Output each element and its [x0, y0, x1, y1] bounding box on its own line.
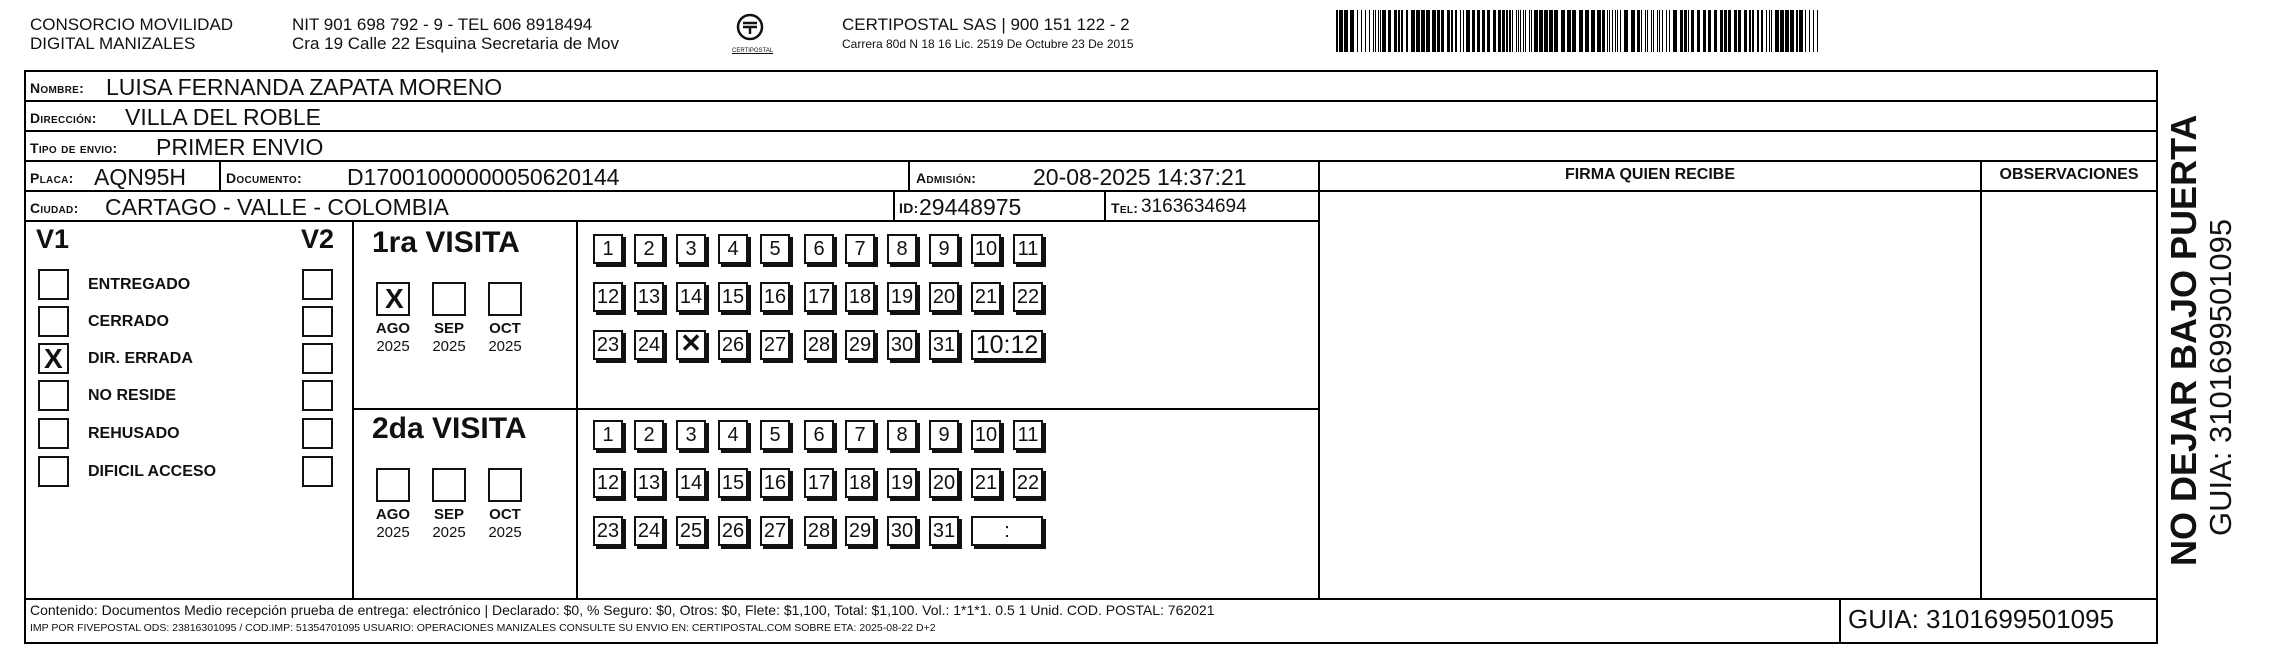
visit1-day-11[interactable]: 11	[1013, 234, 1043, 264]
barcode-bar	[1506, 10, 1508, 52]
visit2-year-label-ago: 2025	[376, 524, 410, 541]
visit2-time-field[interactable]: :	[971, 516, 1043, 546]
documento-value: D17001000000050620144	[347, 164, 620, 190]
visit1-day-28[interactable]: 28	[804, 330, 834, 360]
visit2-year-label-sep: 2025	[432, 524, 466, 541]
barcode-bar	[1373, 10, 1374, 52]
barcode-bar	[1790, 10, 1794, 52]
visit2-day-27[interactable]: 27	[760, 516, 790, 546]
v2-checkbox-rehusado[interactable]	[302, 418, 333, 449]
barcode-bar	[1669, 10, 1670, 52]
visit2-day-18[interactable]: 18	[845, 468, 875, 498]
barcode-bar	[1572, 10, 1576, 52]
visit2-day-22[interactable]: 22	[1013, 468, 1043, 498]
visit2-day-11[interactable]: 11	[1013, 420, 1043, 450]
barcode-bar	[1567, 10, 1571, 52]
visit1-day-26[interactable]: 26	[718, 330, 748, 360]
footer-contenido: Contenido: Documentos Medio recepción prueba de entrega: electrónico | Declarado: $0, % Seguro: $0, Otros: $0, Flete: $1,100, Total: $1,100. Vol.: 1*1*1. 0.5 1 Unid. COD. POSTAL: 762021	[30, 602, 1215, 618]
visit2-day-21[interactable]: 21	[971, 468, 1001, 498]
visit1-day-23[interactable]: 23	[593, 330, 623, 360]
company-name-line2: DIGITAL MANIZALES	[30, 34, 196, 53]
visit1-day-6[interactable]: 6	[804, 234, 834, 264]
visit1-day-17[interactable]: 17	[804, 282, 834, 312]
visit2-day-30[interactable]: 30	[887, 516, 917, 546]
direccion-value: VILLA DEL ROBLE	[125, 104, 322, 130]
visit1-day-20[interactable]: 20	[929, 282, 959, 312]
barcode-bar	[1406, 10, 1408, 52]
visit1-day-15[interactable]: 15	[718, 282, 748, 312]
barcode-bar	[1357, 10, 1358, 52]
barcode-bar	[1591, 10, 1595, 52]
visit1-day-14[interactable]: 14	[676, 282, 706, 312]
barcode-bar	[1761, 10, 1763, 52]
visit1-day-16[interactable]: 16	[760, 282, 790, 312]
barcode-bar	[1512, 10, 1513, 52]
visit1-day-12[interactable]: 12	[593, 282, 623, 312]
certipostal-line1: CERTIPOSTAL SAS | 900 151 122 - 2	[842, 15, 1130, 34]
v2-checkbox-no-reside[interactable]	[302, 380, 333, 411]
visit1-month-checkbox-sep[interactable]	[432, 282, 466, 316]
footer-guia: GUIA: 3101699501095	[1848, 604, 2114, 634]
visit1-month-label-ago: AGO	[375, 320, 411, 337]
barcode-bar	[1388, 10, 1391, 52]
visit1-month-mark: X	[385, 283, 404, 314]
visit2-day-20[interactable]: 20	[929, 468, 959, 498]
barcode-bar	[1805, 10, 1806, 52]
v2-checkbox-cerrado[interactable]	[302, 306, 333, 337]
id-label: ID:	[899, 200, 919, 216]
barcode-bar	[1585, 10, 1589, 52]
barcode-bar	[1720, 10, 1723, 52]
nit-line: NIT 901 698 792 - 9 - TEL 606 8918494	[292, 15, 593, 34]
row-direccion	[26, 102, 2156, 132]
v2-checkbox-dificil-acceso[interactable]	[302, 456, 333, 487]
company-name-line1: CONSORCIO MOVILIDAD	[30, 15, 234, 34]
barcode-bar	[1749, 10, 1751, 52]
barcode-bar	[1447, 10, 1450, 52]
visit1-day-31[interactable]: 31	[929, 330, 959, 360]
v2-checkbox-dir-errada[interactable]	[302, 343, 333, 374]
barcode-bar	[1432, 10, 1436, 52]
row-ciudad	[26, 192, 1318, 222]
barcode-bar	[1724, 10, 1727, 52]
direccion-label: Dirección:	[30, 110, 97, 126]
barcode-bar	[1688, 10, 1689, 52]
barcode-bar	[1809, 10, 1810, 52]
barcode-bar	[1529, 10, 1530, 52]
barcode-bar	[1624, 10, 1628, 52]
logo-text: CERTIPOSTAL	[732, 48, 774, 54]
barcode-bar	[1771, 10, 1772, 52]
barcode-bar	[1455, 10, 1457, 52]
barcode-bar	[1378, 10, 1379, 52]
visit2-day-9[interactable]: 9	[929, 420, 959, 450]
visit2-day-5[interactable]: 5	[760, 420, 790, 450]
barcode-bar	[1502, 10, 1505, 52]
visit1-year-label-sep: 2025	[432, 338, 466, 355]
barcode-bar	[1380, 10, 1381, 52]
barcode-bar	[1554, 10, 1558, 52]
visit2-day-6[interactable]: 6	[804, 420, 834, 450]
barcode-bar	[1817, 10, 1818, 52]
ciudad-label: Ciudad:	[30, 200, 79, 216]
barcode-bar	[1697, 10, 1700, 52]
barcode-bar	[1336, 10, 1338, 52]
barcode-bar	[1684, 10, 1687, 52]
barcode-bar	[1609, 10, 1610, 52]
visit1-day-8[interactable]: 8	[887, 234, 917, 264]
barcode-bar	[1437, 10, 1440, 52]
nombre-value: LUISA FERNANDA ZAPATA MORENO	[106, 74, 503, 100]
v1-label: V1	[36, 224, 70, 254]
visit1-day-10[interactable]: 10	[971, 234, 1001, 264]
barcode-bar	[1631, 10, 1635, 52]
visit2-day-17[interactable]: 17	[804, 468, 834, 498]
barcode-bar	[1645, 10, 1646, 52]
barcode-bar	[1344, 10, 1348, 52]
tipo-label: Tipo de envio:	[30, 140, 118, 156]
barcode-bar	[1339, 10, 1343, 52]
visit1-day-1[interactable]: 1	[593, 234, 623, 264]
barcode-bar	[1659, 10, 1660, 52]
certipostal-line2: Carrera 80d N 18 16 Lic. 2519 De Octubre 23 De 2015	[842, 37, 1134, 51]
admision-label: Admisión:	[916, 170, 977, 186]
visit1-day-21[interactable]: 21	[971, 282, 1001, 312]
guide-form	[24, 70, 2158, 644]
barcode-bar	[1416, 10, 1420, 52]
barcode-bar	[1597, 10, 1601, 52]
barcode-bar	[1602, 10, 1605, 52]
barcode-bar	[1523, 10, 1524, 52]
visit2-month-label-sep: SEP	[433, 506, 464, 523]
visit1-day-29[interactable]: 29	[845, 330, 875, 360]
admision-value: 20-08-2025 14:37:21	[1033, 164, 1247, 190]
visit1-day-9[interactable]: 9	[929, 234, 959, 264]
barcode-bar	[1531, 10, 1532, 52]
visit1-day-2[interactable]: 2	[634, 234, 664, 264]
v1-mark: X	[44, 343, 63, 374]
visit2-day-1[interactable]: 1	[593, 420, 623, 450]
status-label-dir-errada: DIR. ERRADA	[88, 350, 193, 367]
v1-checkbox-rehusado[interactable]	[38, 418, 69, 449]
barcode-bar	[1780, 10, 1784, 52]
barcode-bar	[1637, 10, 1640, 52]
visit1-year-label-ago: 2025	[376, 338, 410, 355]
barcode-bar	[1728, 10, 1731, 52]
barcode-bar	[1612, 10, 1613, 52]
barcode-bar	[1651, 10, 1652, 52]
visit2-day-25[interactable]: 25	[676, 516, 706, 546]
barcode-bar	[1579, 10, 1583, 52]
visit2-day-31[interactable]: 31	[929, 516, 959, 546]
barcode-bar	[1487, 10, 1490, 52]
barcode-bar	[1708, 10, 1711, 52]
barcode-bar	[1653, 10, 1654, 52]
visit1-day-3[interactable]: 3	[676, 234, 706, 264]
barcode-bar	[1617, 10, 1618, 52]
barcode-bar	[1534, 10, 1538, 52]
barcode-bar	[1398, 10, 1400, 52]
barcode-bar	[1607, 10, 1608, 52]
barcode-bar	[1518, 10, 1519, 52]
visit2-day-2[interactable]: 2	[634, 420, 664, 450]
barcode-bar	[1520, 10, 1521, 52]
v2-checkbox-entregado[interactable]	[302, 269, 333, 300]
barcode	[1336, 10, 1822, 52]
visit2-day-7[interactable]: 7	[845, 420, 875, 450]
barcode-bar	[1463, 10, 1464, 52]
status-label-dificil-acceso: DIFICIL ACCESO	[88, 463, 217, 480]
barcode-bar	[1382, 10, 1386, 52]
barcode-bar	[1549, 10, 1553, 52]
visit2-month-checkbox-sep[interactable]	[432, 468, 466, 502]
barcode-bar	[1421, 10, 1425, 52]
barcode-bar	[1662, 10, 1663, 52]
visit1-month-checkbox-oct[interactable]	[488, 282, 522, 316]
certipostal-logo-icon	[733, 12, 767, 42]
visit1-time-field[interactable]: 10:12	[971, 330, 1043, 360]
visit2-day-13[interactable]: 13	[634, 468, 664, 498]
barcode-bar	[1769, 10, 1770, 52]
v2-label: V2	[301, 224, 335, 254]
visit1-day-mark: ✕	[680, 328, 702, 358]
barcode-bar	[1482, 10, 1485, 52]
status-label-rehusado: REHUSADO	[88, 425, 180, 442]
barcode-bar	[1539, 10, 1543, 52]
barcode-bar	[1641, 10, 1642, 52]
barcode-bar	[1785, 10, 1789, 52]
barcode-bar	[1734, 10, 1737, 52]
barcode-bar	[1394, 10, 1397, 52]
footer-imp: IMP POR FIVEPOSTAL ODS: 23816301095 / COD.IMP: 51354701095 USUARIO: OPERACIONES MANIZALES CONSULTE SU ENVIO EN: CERTIPOSTAL.COM SOBRE ETA: 2025-08-22 D+2	[30, 622, 936, 634]
visit1-day-22[interactable]: 22	[1013, 282, 1043, 312]
visit2-day-10[interactable]: 10	[971, 420, 1001, 450]
documento-label: Documento:	[226, 170, 302, 186]
side-guia: GUIA: 3101699501095	[2203, 218, 2238, 536]
v1-checkbox-no-reside[interactable]	[38, 380, 69, 411]
visit2-day-3[interactable]: 3	[676, 420, 706, 450]
placa-label: Placa:	[30, 170, 74, 186]
v1-checkbox-entregado[interactable]	[38, 269, 69, 300]
visit1-day-27[interactable]: 27	[760, 330, 790, 360]
barcode-bar	[1369, 10, 1370, 52]
visit2-year-label-oct: 2025	[488, 524, 522, 541]
barcode-bar	[1752, 10, 1754, 52]
observaciones-header: OBSERVACIONES	[1999, 166, 2139, 183]
barcode-bar	[1714, 10, 1717, 52]
tel-label: Tel:	[1111, 200, 1139, 216]
barcode-bar	[1799, 10, 1803, 52]
visit2-day-24[interactable]: 24	[634, 516, 664, 546]
visit2-day-15[interactable]: 15	[718, 468, 748, 498]
barcode-bar	[1516, 10, 1517, 52]
tipo-value: PRIMER ENVIO	[156, 134, 324, 160]
visit1-month-label-oct: OCT	[489, 320, 521, 337]
nombre-label: Nombre:	[30, 80, 85, 96]
visit2-day-26[interactable]: 26	[718, 516, 748, 546]
visit2-day-14[interactable]: 14	[676, 468, 706, 498]
barcode-bar	[1680, 10, 1683, 52]
barcode-bar	[1666, 10, 1667, 52]
row-tipo	[26, 132, 2156, 162]
visit2-month-label-oct: OCT	[489, 506, 521, 523]
firma-header: FIRMA QUIEN RECIBE	[1564, 166, 1736, 183]
barcode-bar	[1561, 10, 1565, 52]
visit1-title: 1ra VISITA	[372, 226, 520, 259]
barcode-bar	[1757, 10, 1759, 52]
barcode-bar	[1411, 10, 1415, 52]
row-nombre	[26, 72, 2156, 102]
ciudad-value: CARTAGO - VALLE - COLOMBIA	[105, 194, 449, 220]
v1-checkbox-cerrado[interactable]	[38, 306, 69, 337]
visit2-month-checkbox-oct[interactable]	[488, 468, 522, 502]
barcode-bar	[1350, 10, 1354, 52]
visit2-day-4[interactable]: 4	[718, 420, 748, 450]
barcode-bar	[1796, 10, 1798, 52]
visit2-month-label-ago: AGO	[375, 506, 411, 523]
visit1-day-13[interactable]: 13	[634, 282, 664, 312]
visit1-day-30[interactable]: 30	[887, 330, 917, 360]
barcode-bar	[1365, 10, 1366, 52]
barcode-bar	[1620, 10, 1621, 52]
barcode-bar	[1493, 10, 1496, 52]
barcode-bar	[1691, 10, 1694, 52]
visit1-day-25[interactable]	[676, 330, 706, 360]
barcode-bar	[1813, 10, 1814, 52]
barcode-bar	[1441, 10, 1444, 52]
visit2-day-29[interactable]: 29	[845, 516, 875, 546]
barcode-bar	[1361, 10, 1362, 52]
barcode-bar	[1703, 10, 1706, 52]
status-label-cerrado: CERRADO	[88, 313, 169, 330]
visit1-month-label-sep: SEP	[433, 320, 464, 337]
visit2-day-28[interactable]: 28	[804, 516, 834, 546]
barcode-bar	[1498, 10, 1501, 52]
barcode-bar	[1544, 10, 1548, 52]
id-value: 29448975	[919, 194, 1022, 220]
visit2-day-19[interactable]: 19	[887, 468, 917, 498]
barcode-bar	[1426, 10, 1430, 52]
visit2-day-8[interactable]: 8	[887, 420, 917, 450]
barcode-bar	[1615, 10, 1616, 52]
address-line: Cra 19 Calle 22 Esquina Secretaria de Mov	[292, 34, 619, 53]
visit2-title: 2da VISITA	[372, 412, 527, 445]
row-placa	[26, 162, 1318, 192]
visit2-month-checkbox-ago[interactable]	[376, 468, 410, 502]
barcode-bar	[1509, 10, 1511, 52]
barcode-bar	[1673, 10, 1677, 52]
certipostal-logo	[732, 12, 774, 56]
barcode-bar	[1401, 10, 1403, 52]
visit1-day-24[interactable]: 24	[634, 330, 664, 360]
barcode-bar	[1657, 10, 1658, 52]
barcode-bar	[1451, 10, 1453, 52]
barcode-bar	[1466, 10, 1470, 52]
status-label-entregado: ENTREGADO	[88, 276, 191, 293]
visit1-year-label-oct: 2025	[488, 338, 522, 355]
barcode-bar	[1477, 10, 1480, 52]
visit1-day-5[interactable]: 5	[760, 234, 790, 264]
barcode-bar	[1525, 10, 1526, 52]
status-label-no-reside: NO RESIDE	[88, 387, 177, 404]
tel-value: 3163634694	[1141, 196, 1247, 217]
visit2-day-23[interactable]: 23	[593, 516, 623, 546]
barcode-bar	[1744, 10, 1747, 52]
visit1-day-19[interactable]: 19	[887, 282, 917, 312]
visit2-day-12[interactable]: 12	[593, 468, 623, 498]
barcode-bar	[1738, 10, 1741, 52]
visit1-day-4[interactable]: 4	[718, 234, 748, 264]
barcode-bar	[1775, 10, 1779, 52]
barcode-bar	[1375, 10, 1376, 52]
barcode-bar	[1647, 10, 1648, 52]
visit2-day-16[interactable]: 16	[760, 468, 790, 498]
visit1-month-checkbox-ago[interactable]	[376, 282, 410, 316]
barcode-bar	[1472, 10, 1475, 52]
v1-checkbox-dir-errada[interactable]	[38, 343, 69, 374]
visit1-day-18[interactable]: 18	[845, 282, 875, 312]
barcode-bar	[1766, 10, 1767, 52]
no-dejar-bajo-puerta: NO DEJAR BAJO PUERTA	[2163, 114, 2204, 566]
visit1-day-7[interactable]: 7	[845, 234, 875, 264]
placa-value: AQN95H	[94, 164, 187, 190]
barcode-bar	[1460, 10, 1461, 52]
v1-checkbox-dificil-acceso[interactable]	[38, 456, 69, 487]
